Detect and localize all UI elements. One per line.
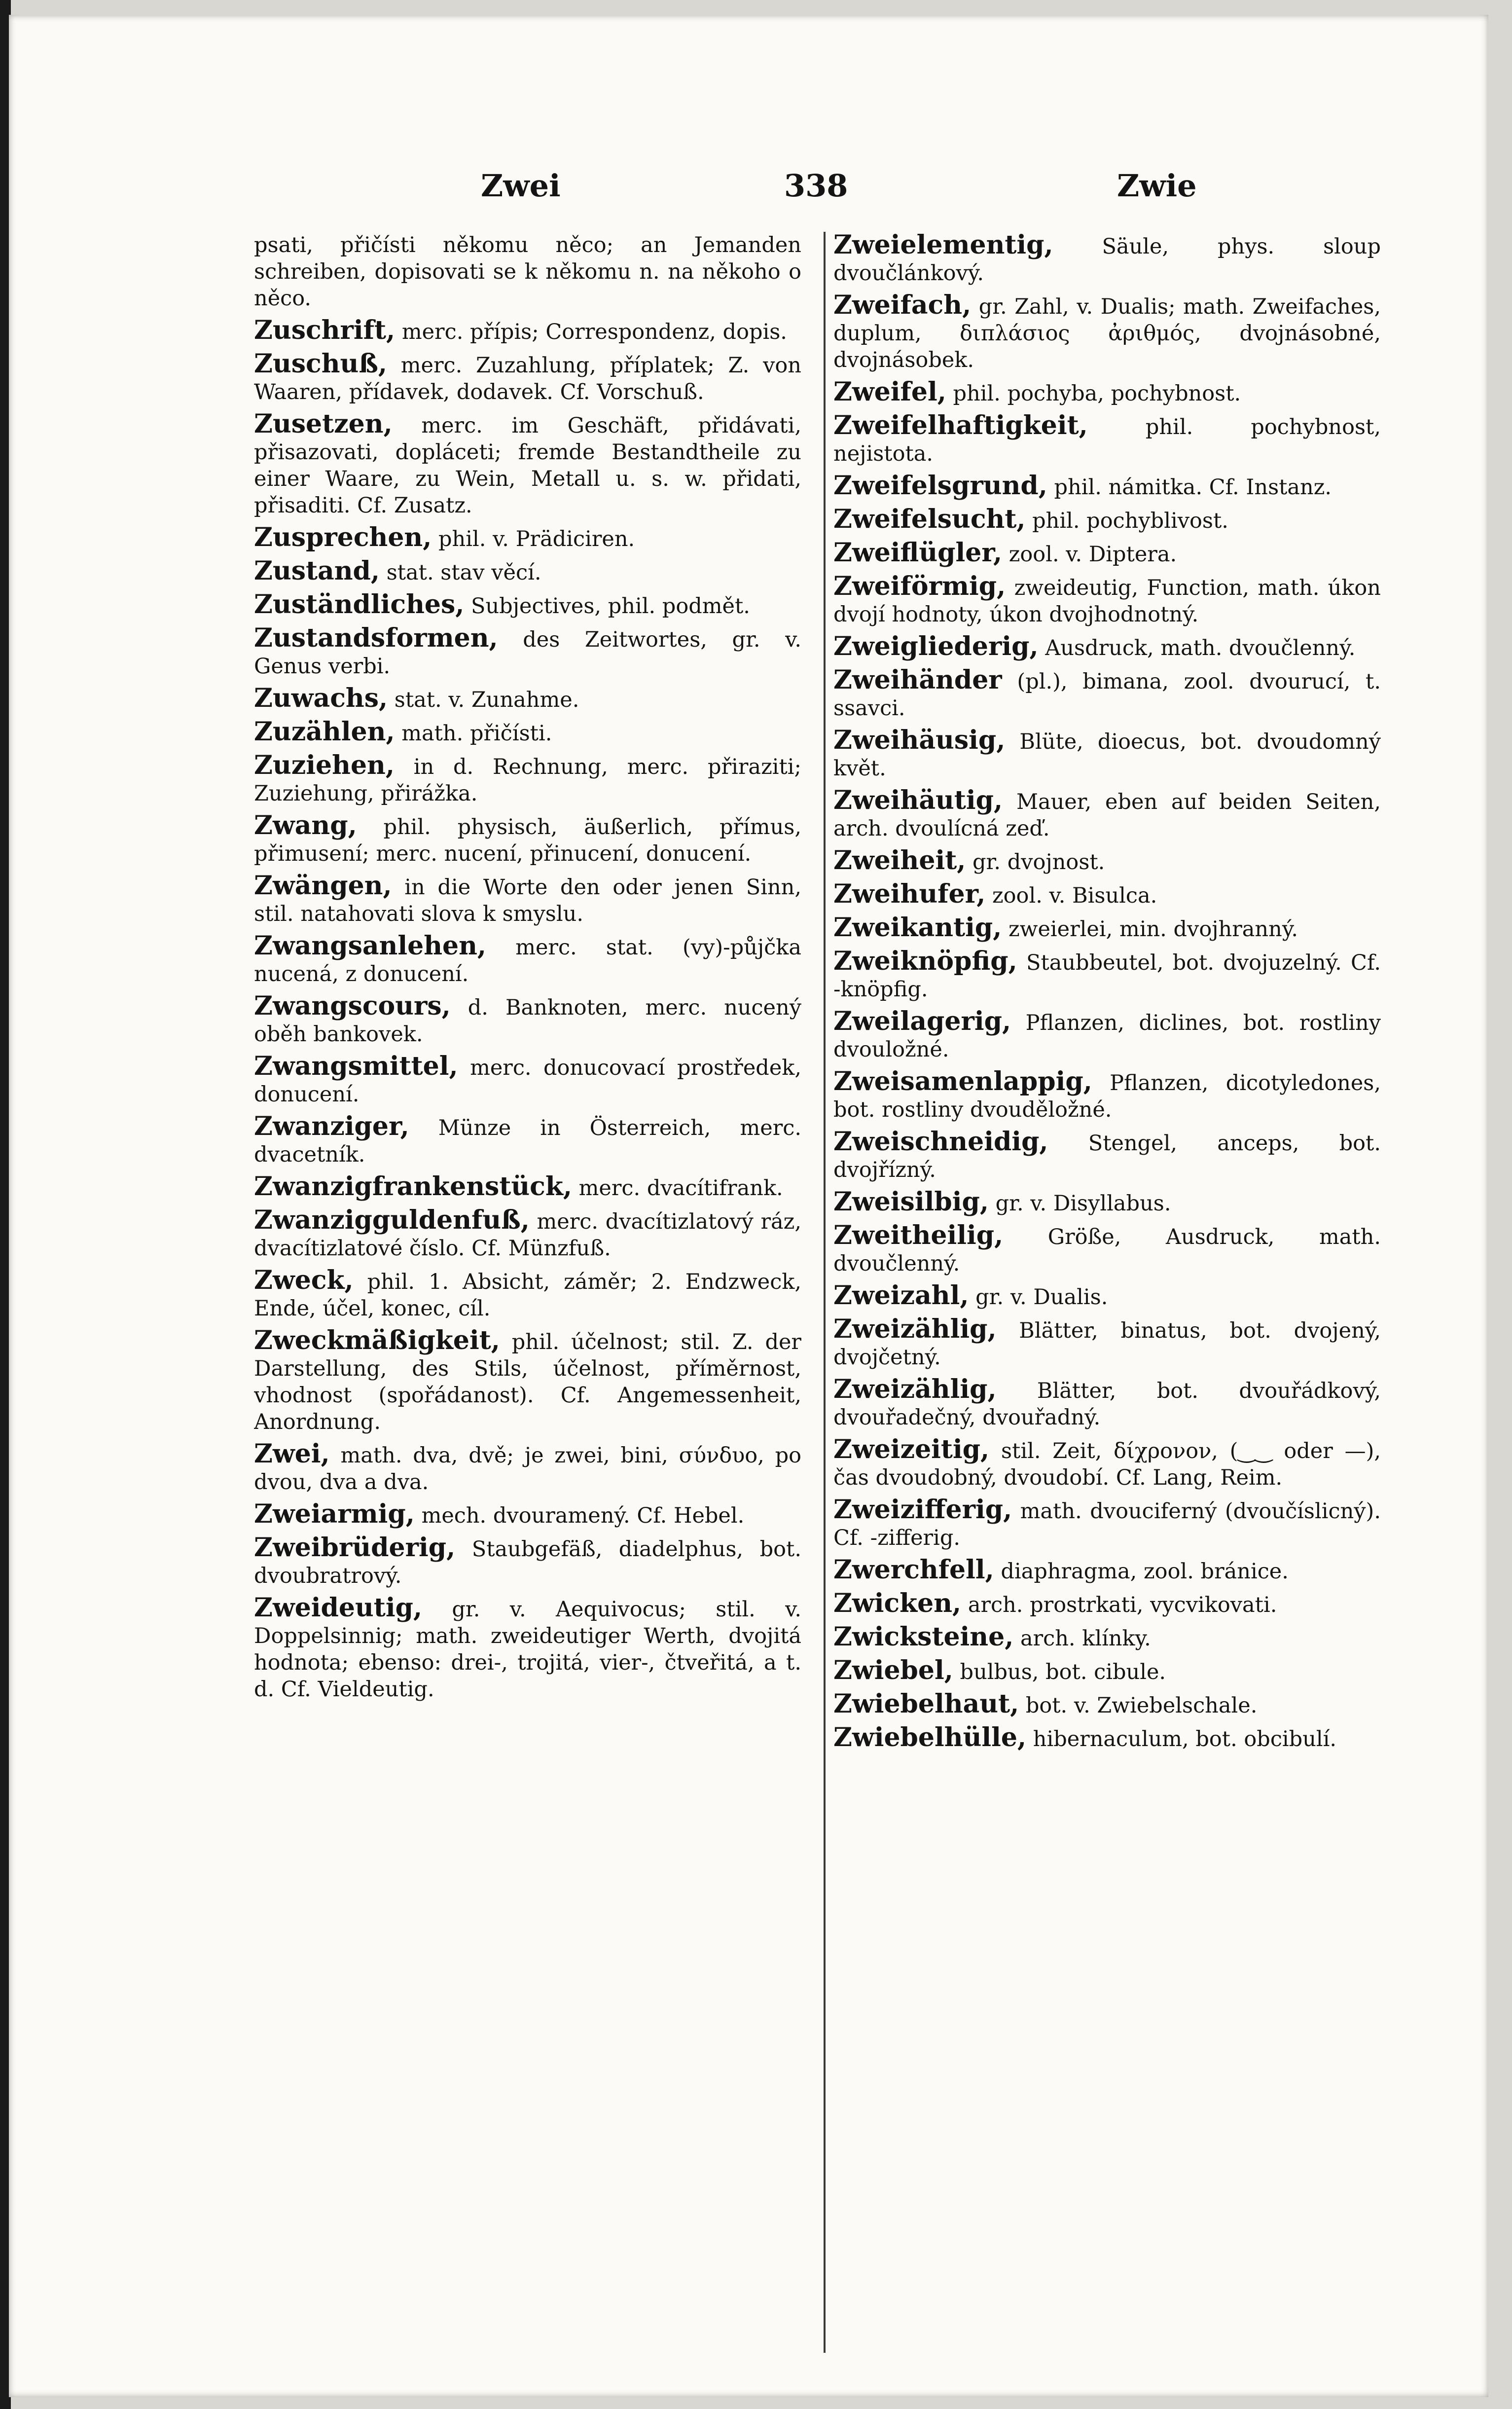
entry-headword: Zweisamenlappig, <box>833 1066 1092 1096</box>
entry-definition: gr. v. Aequivocus; stil. v. Doppelsinnig; math. zweideutiger Werth, dvojitá hodnota; ebenso: drei-, trojitá, vier-, čtveřitá, a t. d. Cf. Vieldeutig. <box>254 1597 801 1702</box>
entry-headword: Zweikantig, <box>833 912 1002 943</box>
entry-headword: Zwiebelhülle, <box>833 1722 1027 1752</box>
entry-headword: Zweiarmig, <box>254 1499 415 1529</box>
dictionary-entry <box>254 719 801 747</box>
entry-headword: Zweckmäßigkeit, <box>254 1325 500 1355</box>
entry-headword: Zweigliederig, <box>833 631 1039 661</box>
dictionary-entry <box>254 317 801 345</box>
dictionary-entry <box>254 1113 801 1168</box>
dictionary-entry <box>833 1624 1381 1652</box>
entry-headword: Zwanziger, <box>254 1111 409 1141</box>
entry-definition: math. dva, dvě; je zwei, bini, σύνδυο, po dvou, dva a dva. <box>254 1443 801 1495</box>
dictionary-entry <box>254 812 801 867</box>
entry-definition: zweierlei, min. dvojhranný. <box>1008 917 1298 942</box>
entry-headword: Zustandsformen, <box>254 623 498 653</box>
entry-headword: Zustand, <box>254 556 380 586</box>
entry-headword: Zweifel, <box>833 377 946 407</box>
entry-headword: Zweiheit, <box>833 845 966 876</box>
entry-headword: Zwiebelhaut, <box>833 1689 1019 1719</box>
entry-definition: Blätter, binatus, bot. dvojený, dvojčetný. <box>833 1318 1381 1370</box>
entry-definition: in die Worte den oder jenen Sinn, stil. natahovati slova k smyslu. <box>254 875 801 926</box>
dictionary-entry <box>833 1557 1381 1585</box>
entry-definition: (pl.), bimana, zool. dvourucí, t. ssavci. <box>833 669 1381 721</box>
dictionary-entry <box>833 1008 1381 1063</box>
dictionary-entry <box>254 558 801 586</box>
dictionary-entry <box>833 948 1381 1003</box>
entry-definition: Staubgefäß, diadelphus, bot. dvoubratrový. <box>254 1537 801 1588</box>
dictionary-entry <box>833 1068 1381 1123</box>
running-header <box>0 163 1512 217</box>
entry-definition: psati, přičísti někomu něco; an Jemanden schreiben, dopisovati se k někomu n. na někoho o něco. <box>254 233 801 311</box>
entry-headword: Zweielementig, <box>833 232 1053 260</box>
dictionary-entry <box>833 1436 1381 1491</box>
entry-definition: phil. 1. Absicht, záměr; 2. Endzweck, Ende, účel, konec, cíl. <box>254 1270 801 1321</box>
entry-definition: Pflanzen, diclines, bot. rostliny dvouložné. <box>833 1011 1381 1062</box>
entry-headword: Zweck, <box>254 1265 354 1295</box>
entry-headword: Zweiknöpfig, <box>833 946 1017 976</box>
entry-definition: bot. v. Zwiebelschale. <box>1025 1693 1258 1718</box>
dictionary-entry <box>254 232 801 312</box>
entry-headword: Zweihänder <box>833 665 1002 695</box>
dictionary-entry <box>254 993 801 1048</box>
dictionary-entry <box>833 1590 1381 1618</box>
entry-definition: Staubbeutel, bot. dvojuzelný. Cf. -knöpfig. <box>833 950 1381 1002</box>
dictionary-entry <box>254 752 801 807</box>
entry-definition: gr. v. Disyllabus. <box>995 1191 1171 1216</box>
entry-definition: zool. v. Bisulca. <box>992 883 1157 908</box>
dictionary-entry <box>254 873 801 927</box>
entry-headword: Zwerchfell, <box>833 1555 994 1585</box>
entry-headword: Zweisilbig, <box>833 1187 989 1217</box>
right-column <box>833 232 1381 2382</box>
dictionary-entry <box>254 1327 801 1435</box>
entry-definition: merc. přípis; Correspondenz, dopis. <box>401 320 787 344</box>
header-right-word: Zwie <box>1117 168 1197 204</box>
dictionary-entry <box>833 1496 1381 1551</box>
entry-headword: Zweifelsucht, <box>833 504 1026 534</box>
dictionary-entry <box>833 506 1381 534</box>
entry-definition: phil. physisch, äußerlich, přímus, přimusení; merc. nucení, přinucení, donucení. <box>254 815 801 866</box>
dictionary-entry <box>254 1267 801 1322</box>
entry-definition: arch. klínky. <box>1020 1626 1151 1651</box>
entry-headword: Zwangsanlehen, <box>254 931 486 961</box>
entry-headword: Zweifelhaftigkeit, <box>833 410 1088 440</box>
dictionary-entry <box>254 591 801 620</box>
entry-headword: Zuzählen, <box>254 717 395 747</box>
entry-definition: merc. im Geschäft, přidávati, přisazovati, dopláceti; fremde Bestandtheile zu einer Waare, zu Wein, Metall u. s. w. přidati, přisaditi. Cf. Zusatz. <box>254 413 801 518</box>
header-left-word: Zwei <box>481 168 561 204</box>
entry-headword: Zuwachs, <box>254 683 388 713</box>
entry-definition: Münze in Österreich, merc. dvacetník. <box>254 1116 801 1167</box>
dictionary-entry <box>833 787 1381 842</box>
entry-headword: Zwicksteine, <box>833 1622 1014 1652</box>
dictionary-entry <box>254 1441 801 1496</box>
dictionary-entry <box>833 1724 1381 1752</box>
entry-headword: Zweischneidig, <box>833 1127 1048 1157</box>
entry-headword: Zweizählig, <box>833 1314 997 1344</box>
entry-definition: phil. v. Prädiciren. <box>438 527 635 551</box>
dictionary-entry <box>254 351 801 405</box>
entry-headword: Zweihäutig, <box>833 785 1003 815</box>
entry-headword: Zweiförmig, <box>833 571 1006 601</box>
dictionary-entry <box>254 933 801 987</box>
dictionary-entry <box>254 1053 801 1108</box>
page-number: 338 <box>784 168 848 204</box>
entry-headword: Zwang, <box>254 810 357 840</box>
entry-definition: Blüte, dioecus, bot. dvoudomný květ. <box>833 730 1381 781</box>
entry-definition: Stengel, anceps, bot. dvojřízný. <box>833 1131 1381 1182</box>
entry-definition: Mauer, eben auf beiden Seiten, arch. dvoulícná zeď. <box>833 790 1381 841</box>
dictionary-entry <box>254 685 801 713</box>
entry-definition: phil. účelnost; stil. Z. der Darstellung, des Stils, účelnost, příměrnost, vhodnost (spořádanost). Cf. Angemessenheit, Anordnung. <box>254 1330 801 1434</box>
entry-headword: Zwei, <box>254 1439 330 1469</box>
entry-definition: Größe, Ausdruck, math. dvoučlenný. <box>833 1225 1381 1276</box>
dictionary-entry <box>254 625 801 680</box>
entry-definition: des Zeitwortes, gr. v. Genus verbi. <box>254 627 801 679</box>
column-divider <box>824 232 826 2353</box>
entry-headword: Zweilagerig, <box>833 1006 1011 1036</box>
entry-definition: in d. Rechnung, merc. přiraziti; Zuziehung, přirážka. <box>254 755 801 806</box>
entry-headword: Zweiflügler, <box>833 538 1003 568</box>
entry-definition: arch. prostrkati, vycvikovati. <box>968 1593 1277 1617</box>
entry-headword: Zwängen, <box>254 871 392 901</box>
entry-definition: math. přičísti. <box>401 721 552 746</box>
dictionary-entry <box>833 1189 1381 1217</box>
entry-definition: Pflanzen, dicotyledones, bot. rostliny dvouděložné. <box>833 1071 1381 1122</box>
dictionary-entry <box>833 473 1381 501</box>
entry-definition: zweideutig, Function, math. úkon dvojí hodnoty, úkon dvojhodnotný. <box>833 576 1381 627</box>
entry-headword: Zweitheilig, <box>833 1220 1004 1250</box>
left-column <box>254 232 801 2382</box>
dictionary-entry <box>833 1316 1381 1371</box>
dictionary-entry <box>833 292 1381 373</box>
dictionary-entry <box>833 914 1381 943</box>
dictionary-entry <box>833 1282 1381 1311</box>
entry-headword: Zweizählig, <box>833 1374 997 1404</box>
dictionary-entry <box>833 1657 1381 1685</box>
dictionary-entry <box>833 540 1381 568</box>
dictionary-entry <box>833 633 1381 661</box>
entry-headword: Zuschuß, <box>254 349 387 379</box>
dictionary-entry <box>254 1501 801 1529</box>
entry-headword: Zweifelsgrund, <box>833 471 1047 501</box>
entry-definition: Subjectives, phil. podmět. <box>471 594 750 619</box>
entry-definition: Ausdruck, math. dvoučlenný. <box>1045 636 1356 660</box>
entry-definition: merc. donucovací prostředek, donucení. <box>254 1056 801 1107</box>
entry-headword: Zusprechen, <box>254 522 432 552</box>
entry-headword: Zweideutig, <box>254 1593 423 1623</box>
entry-headword: Zuziehen, <box>254 750 395 780</box>
dictionary-entry <box>833 232 1381 287</box>
entry-headword: Zweihufer, <box>833 879 986 909</box>
entry-headword: Zuschrift, <box>254 315 396 345</box>
entry-headword: Zwangsmittel, <box>254 1051 458 1081</box>
entry-headword: Zweizifferig, <box>833 1495 1012 1525</box>
dictionary-entry <box>833 667 1381 722</box>
dictionary-entry <box>833 847 1381 876</box>
entry-definition: merc. dvacítizlatový ráz, dvacítizlatové číslo. Cf. Münzfuß. <box>254 1209 801 1261</box>
entry-definition: hibernaculum, bot. obcibulí. <box>1033 1727 1337 1752</box>
entry-headword: Zweizahl, <box>833 1280 969 1311</box>
entry-definition: gr. v. Dualis. <box>975 1285 1108 1310</box>
entry-definition: mech. dvouramený. Cf. Hebel. <box>421 1503 745 1528</box>
dictionary-entry <box>833 1129 1381 1183</box>
entry-definition: merc. Zuzahlung, příplatek; Z. von Waaren, přídavek, dodavek. Cf. Vorschuß. <box>254 353 801 404</box>
dictionary-entry <box>833 727 1381 782</box>
dictionary-entry <box>254 1173 801 1202</box>
dictionary-entry <box>833 412 1381 467</box>
entry-definition: stat. stav věcí. <box>386 560 541 585</box>
entry-headword: Zwanzigguldenfuß, <box>254 1205 530 1235</box>
dictionary-entry <box>833 379 1381 407</box>
entry-definition: math. dvouciferný (dvoučíslicný). Cf. -zifferig. <box>833 1499 1381 1550</box>
dictionary-entry <box>254 411 801 519</box>
entry-definition: Säule, phys. sloup dvoučlánkový. <box>833 234 1381 286</box>
entry-headword: Zwangscours, <box>254 991 451 1021</box>
entry-headword: Zweibrüderig, <box>254 1533 456 1563</box>
entry-headword: Zwanzigfrankenstück, <box>254 1171 572 1202</box>
entry-definition: phil. námitka. Cf. Instanz. <box>1054 475 1332 500</box>
entry-definition: stil. Zeit, δίχρονον, (‿‿ oder —), čas dvoudobný, dvoudobí. Cf. Lang, Reim. <box>833 1439 1381 1490</box>
dictionary-entry <box>254 1207 801 1262</box>
entry-headword: Zusetzen, <box>254 409 393 439</box>
entry-headword: Zweifach, <box>833 290 972 320</box>
entry-definition: zool. v. Diptera. <box>1008 542 1177 567</box>
dictionary-entry <box>833 1691 1381 1719</box>
entry-definition: merc. dvacítifrank. <box>578 1176 783 1201</box>
dictionary-entry <box>254 1534 801 1589</box>
entry-definition: gr. Zahl, v. Dualis; math. Zweifaches, duplum, διπλάσιος ἀριθμός, dvojnásobné, dvojnásobek. <box>833 294 1381 372</box>
entry-definition: phil. pochybnost, nejistota. <box>833 415 1381 466</box>
entry-definition: phil. pochyba, pochybnost. <box>953 381 1241 406</box>
entry-definition: stat. v. Zunahme. <box>394 688 579 712</box>
entry-definition: Blätter, bot. dvouřádkový, dvouřadečný, dvouřadný. <box>833 1379 1381 1430</box>
dictionary-entry <box>254 524 801 552</box>
dictionary-entry <box>254 1595 801 1703</box>
entry-definition: phil. pochyblivost. <box>1032 509 1228 533</box>
dictionary-entry <box>833 1376 1381 1431</box>
entry-headword: Zwiebel, <box>833 1655 953 1685</box>
dictionary-entry <box>833 573 1381 628</box>
entry-definition: merc. stat. (vy)-půjčka nucená, z donucení. <box>254 935 801 986</box>
dictionary-entry <box>833 1222 1381 1277</box>
entry-definition: diaphragma, zool. bránice. <box>1001 1559 1289 1584</box>
entry-headword: Zuständliches, <box>254 589 465 620</box>
entry-definition: bulbus, bot. cibule. <box>960 1660 1166 1684</box>
entry-headword: Zwicken, <box>833 1588 962 1618</box>
entry-definition: d. Banknoten, merc. nucený oběh bankovek. <box>254 995 801 1047</box>
entry-headword: Zweizeitig, <box>833 1434 990 1464</box>
dictionary-entry <box>833 881 1381 909</box>
entry-definition: gr. dvojnost. <box>972 850 1105 875</box>
entry-headword: Zweihäusig, <box>833 725 1006 755</box>
